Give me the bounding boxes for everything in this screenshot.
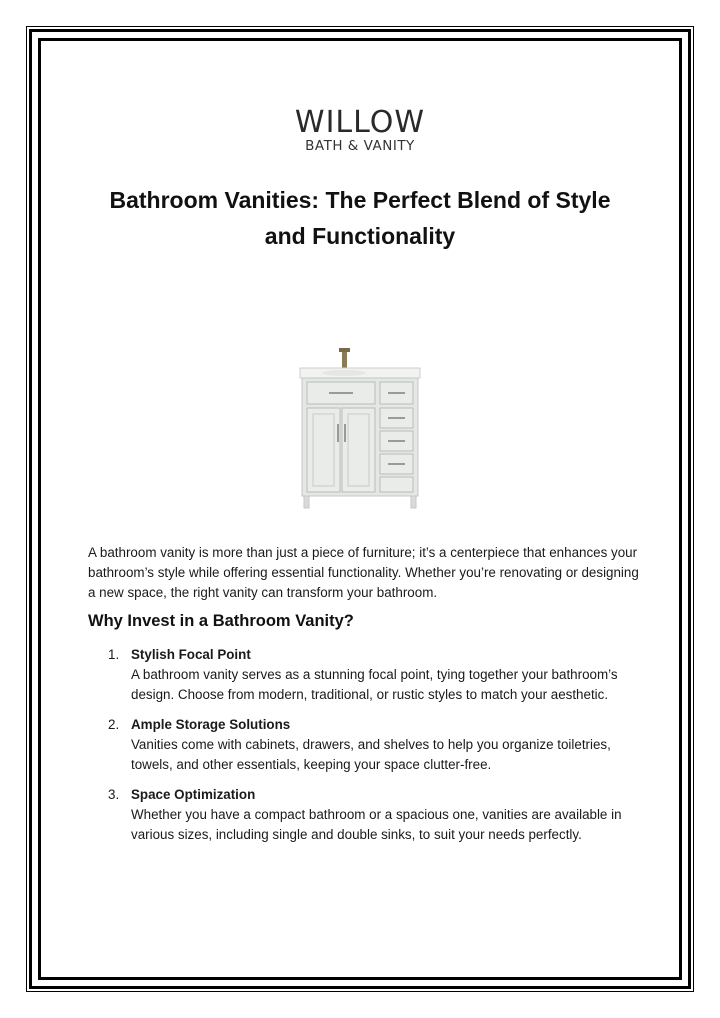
sink-basin [322, 370, 366, 376]
door-handle [344, 424, 346, 442]
cabinet-door-left [307, 408, 340, 492]
logo-tagline: BATH & VANITY [305, 138, 415, 154]
page-title: Bathroom Vanities: The Perfect Blend of Style and Functionality [109, 187, 611, 249]
list-item-title: Ample Storage Solutions [131, 717, 291, 732]
list-item-body: Vanities come with cabinets, drawers, and shelves to help you organize toiletries, towels, and other essentials, keeping your space clutter-free. [131, 737, 611, 772]
section-heading: Why Invest in a Bathroom Vanity? [88, 612, 354, 630]
list-number: 1. [108, 647, 120, 662]
cabinet-door-right [342, 408, 375, 492]
faucet-spout [339, 348, 350, 352]
intro-paragraph: A bathroom vanity is more than just a piece of furniture; it’s a centerpiece that enhances your bathroom’s style while offering essential functionality. Whether you’re renovating or designing a new space, the right vanity can transform your bathroom. [88, 545, 639, 600]
drawer-handle [329, 392, 353, 394]
list-item-title: Stylish Focal Point [131, 647, 251, 662]
list-item-title: Space Optimization [131, 787, 256, 802]
logo-wordmark: WILLOW [294, 105, 426, 140]
vanity-product-image [292, 342, 428, 512]
list-item-body: Whether you have a compact bathroom or a spacious one, vanities are available in various sizes, including single and double sinks, to suit your needs perfectly. [131, 807, 622, 842]
brand-logo [0, 105, 720, 154]
list-number: 2. [108, 717, 120, 732]
list-item [108, 715, 640, 775]
list-number: 3. [108, 787, 120, 802]
vanity-leg [304, 496, 309, 508]
side-drawer [380, 477, 413, 492]
list-item [108, 645, 640, 705]
list-item [108, 785, 640, 845]
vanity-leg [411, 496, 416, 508]
door-handle [337, 424, 339, 442]
benefits-list [108, 645, 640, 845]
list-item-body: A bathroom vanity serves as a stunning focal point, tying together your bathroom’s design. Choose from modern, traditional, or rustic styles to match your aesthetic. [131, 667, 618, 702]
